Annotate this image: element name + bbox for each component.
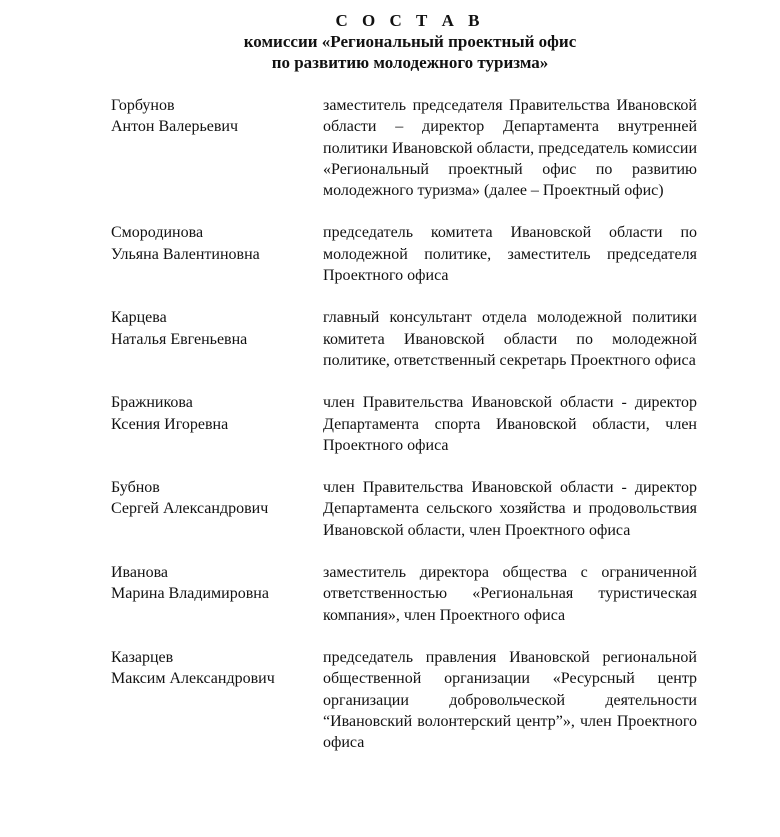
member-name xyxy=(111,95,323,138)
member-name xyxy=(111,477,323,520)
member-given-name: Марина Владимировна xyxy=(111,585,269,603)
member-entry xyxy=(111,95,697,201)
member-entry xyxy=(111,647,697,753)
member-role: член Правительства Ивановской области - директор Департамента сельского хозяйства и продовольствия Ивановской области, член Проектного офиса xyxy=(323,479,697,539)
member-entry xyxy=(111,477,697,541)
heading-title: С О С Т А В xyxy=(335,11,485,30)
member-entry xyxy=(111,307,697,371)
member-surname: Смородинова xyxy=(111,224,204,242)
member-name xyxy=(111,222,323,265)
member-entry xyxy=(111,562,697,626)
member-role: заместитель председателя Правительства Ивановской области – директор Департамента внутренней политики Ивановской области, председатель комиссии «Региональный проектный офис по развитию молодежного туризма» (далее – Проектный офис) xyxy=(323,97,697,200)
member-name xyxy=(111,562,323,605)
member-name xyxy=(111,647,323,690)
document-heading xyxy=(0,10,780,73)
member-given-name: Наталья Евгеньевна xyxy=(111,330,248,348)
member-given-name: Максим Александрович xyxy=(111,670,275,688)
heading-subtitle-line-2: по развитию молодежного туризма» xyxy=(271,53,549,72)
member-role: член Правительства Ивановской области - директор Департамента спорта Ивановской области, член Проектного офиса xyxy=(323,394,697,454)
member-given-name: Сергей Александрович xyxy=(111,500,269,518)
member-role: председатель комитета Ивановской области по молодежной политике, заместитель председателя Проектного офиса xyxy=(323,224,697,285)
member-entry xyxy=(111,392,697,456)
member-surname: Горбунов xyxy=(111,97,175,114)
member-surname: Бубнов xyxy=(111,479,160,497)
member-list xyxy=(111,95,697,774)
member-role: заместитель директора общества с ограниченной ответственностью «Региональная туристическая компания», член Проектного офиса xyxy=(323,564,697,624)
member-given-name: Антон Валерьевич xyxy=(111,118,239,136)
member-given-name: Ксения Игоревна xyxy=(111,415,229,433)
member-role: председатель правления Ивановской региональной общественной организации «Ресурсный центр организации добровольческой деятельности “Ивановский волонтерский центр”», член Проектного офиса xyxy=(323,648,697,752)
member-entry xyxy=(111,222,697,286)
member-surname: Бражникова xyxy=(111,394,193,412)
member-surname: Казарцев xyxy=(111,648,174,666)
member-name xyxy=(111,392,323,435)
member-surname: Иванова xyxy=(111,564,169,582)
member-given-name: Ульяна Валентиновна xyxy=(111,245,260,263)
member-surname: Карцева xyxy=(111,309,167,327)
member-role: главный консультант отдела молодежной политики комитета Ивановской области по молодежной политике, ответственный секретарь Проектного офиса xyxy=(323,309,697,369)
heading-subtitle-line-1: комиссии «Региональный проектный офис xyxy=(243,32,577,51)
member-name xyxy=(111,307,323,350)
